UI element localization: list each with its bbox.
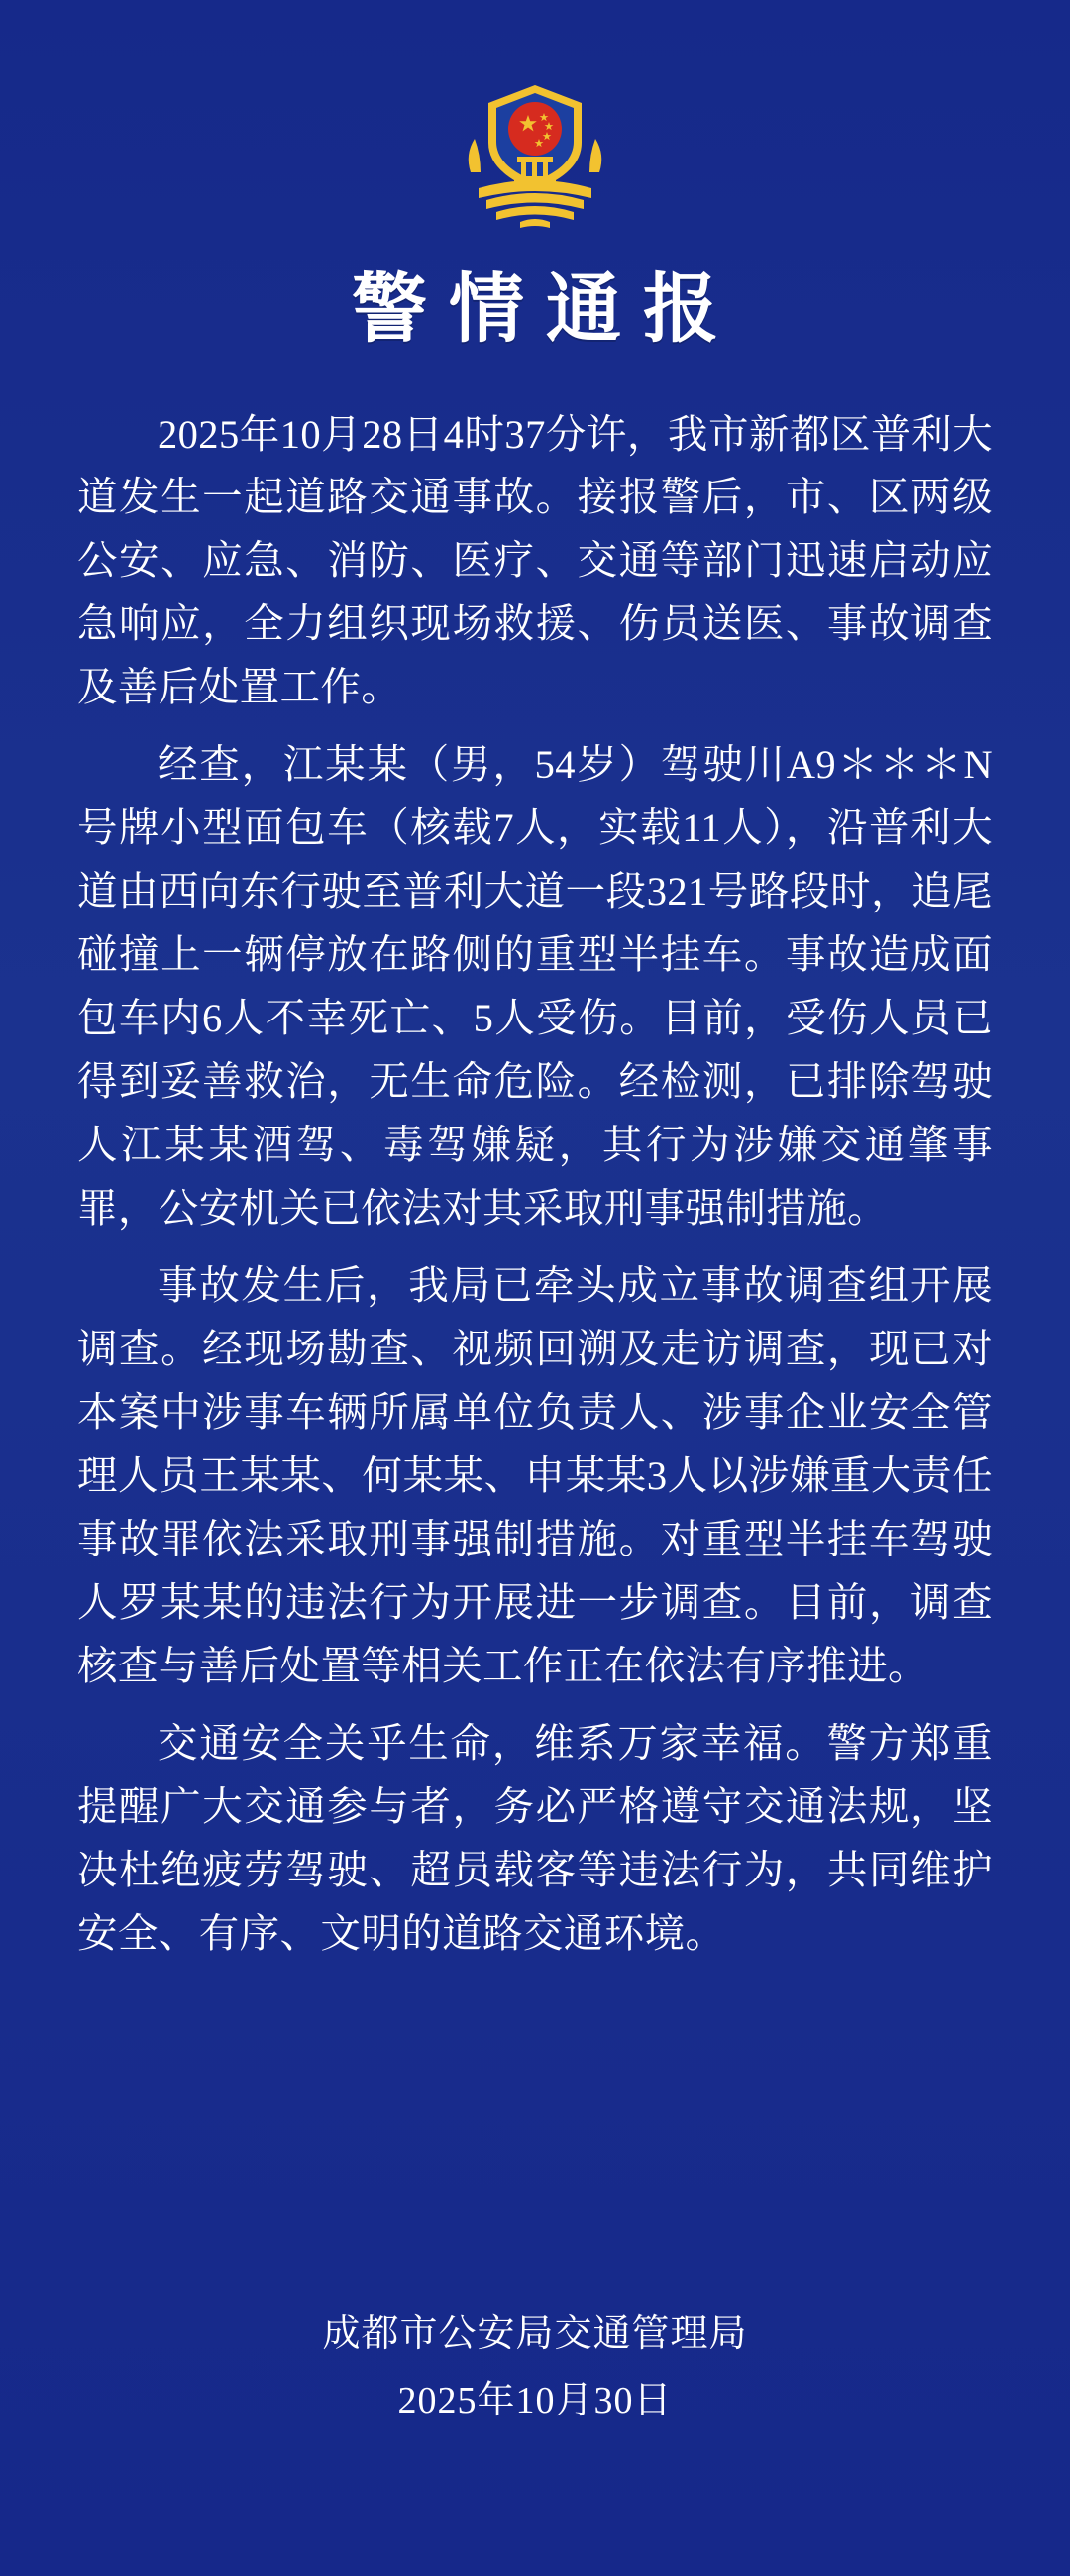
signature-block — [0, 2307, 1070, 2429]
issuing-organization: 成都市公安局交通管理局 — [322, 2313, 748, 2355]
page-title: 警情通报 — [352, 268, 740, 352]
paragraph: 交通安全关乎生命，维系万家幸福。警方郑重提醒广大交通参与者，务必严格遵守交通法规，坚决杜绝疲劳驾驶、超员载客等违法行为，共同维护安全、有序、文明的道路交通环境。 — [77, 1721, 993, 1957]
paragraph: 2025年10月28日4时37分许，我市新都区普利大道发生一起道路交通事故。接报警后，市、区两级公安、应急、消防、医疗、交通等部门迅速启动应急响应，全力组织现场救援、伤员送医、事故调查及善后处置工作。 — [77, 411, 993, 710]
notice-body — [77, 403, 993, 1967]
paragraph: 事故发生后，我局已牵头成立事故调查组开展调查。经现场勘查、视频回溯及走访调查，现已对本案中涉事车辆所属单位负责人、涉事企业安全管理人员王某某、何某某、申某某3人以涉嫌重大责任事故罪依法采取刑事强制措施。对重型半挂车驾驶人罗某某的违法行为开展进一步调查。目前，调查核查与善后处置等相关工作正在依法有序推进。 — [77, 1263, 993, 1689]
issue-date: 2025年10月30日 — [397, 2380, 673, 2421]
emblem-container — [77, 0, 993, 236]
police-emblem-icon — [461, 77, 609, 236]
paragraph: 经查，江某某（男，54岁）驾驶川A9＊＊＊N号牌小型面包车（核载7人，实载11人），沿普利大道由西向东行驶至普利大道一段321号路段时，追尾碰撞上一辆停放在路侧的重型半挂车。事故造成面包车内6人不幸死亡、5人受伤。目前，受伤人员已得到妥善救治，无生命危险。经检测，已排除驾驶人江某某酒驾、毒驾嫌疑，其行为涉嫌交通肇事罪，公安机关已依法对其采取刑事强制措施。 — [77, 742, 993, 1232]
